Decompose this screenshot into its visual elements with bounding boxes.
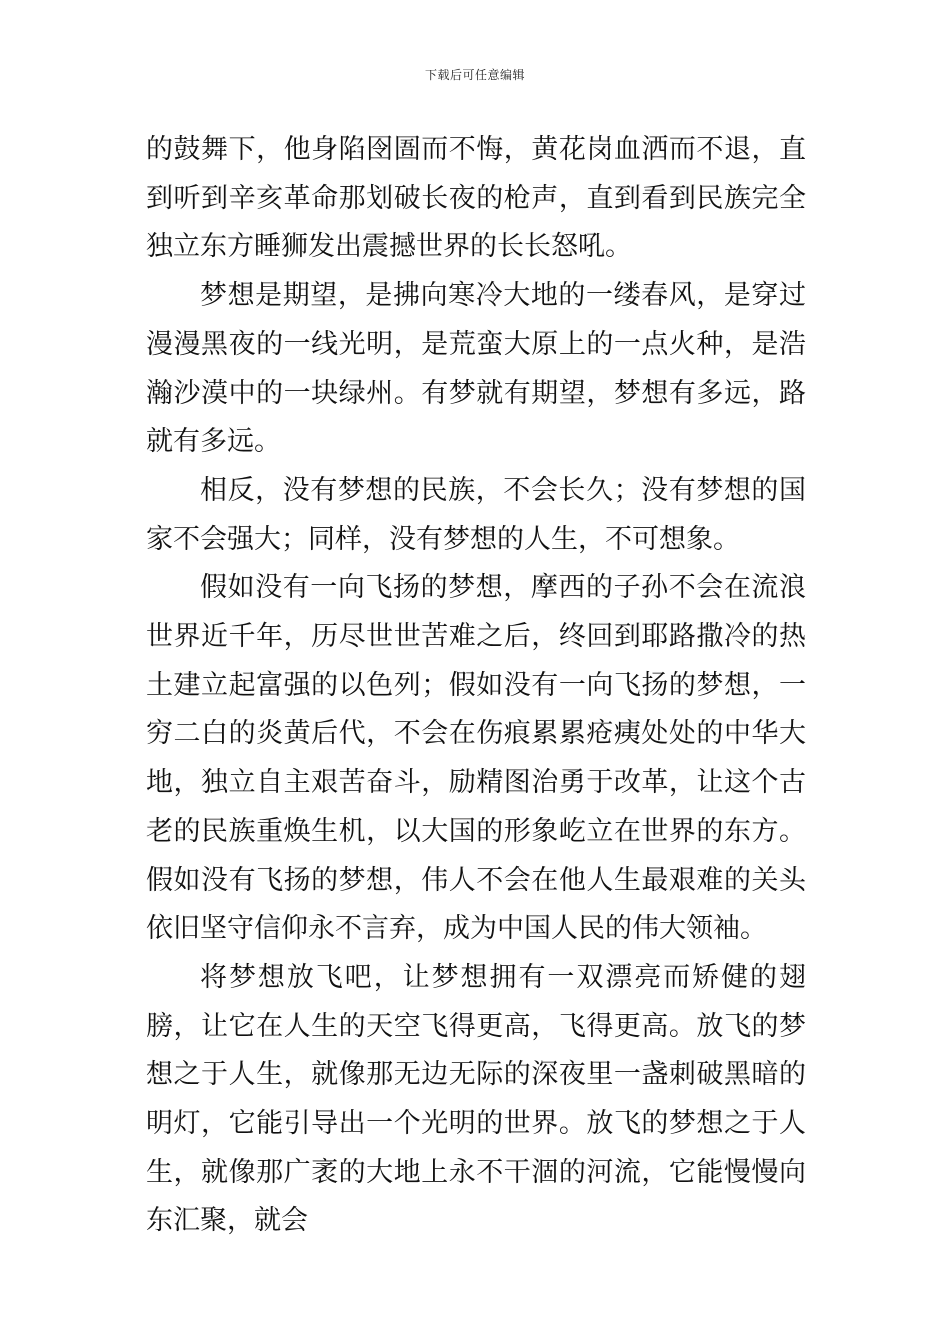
paragraph-3: 相反，没有梦想的民族，不会长久；没有梦想的国家不会强大；同样，没有梦想的人生，不可想象。: [146, 474, 806, 555]
page-header: 下载后可任意编辑: [424, 68, 525, 82]
paragraph-2: 梦想是期望，是拂向寒冷大地的一缕春风，是穿过漫漫黑夜的一线光明，是荒蛮大原上的一点火种，是浩瀚沙漠中的一块绿州。有梦就有期望，梦想有多远，路就有多远。: [146, 280, 806, 458]
paragraph-5: 将梦想放飞吧，让梦想拥有一双漂亮而矫健的翅膀，让它在人生的天空飞得更高，飞得更高。放飞的梦想之于人生，就像那无边无际的深夜里一盏刺破黑暗的明灯，它能引导出一个光明的世界。放飞的梦想之于人生，就像那广袤的大地上永不干涸的河流，它能慢慢向东汇聚，就会: [146, 961, 806, 1237]
paragraph-1: 的鼓舞下，他身陷囹圄而不悔，黄花岗血洒而不退，直到听到辛亥革命那划破长夜的枪声，直到看到民族完全独立东方睡狮发出震撼世界的长长怒吼。: [146, 134, 806, 263]
paragraph-4: 假如没有一向飞扬的梦想，摩西的子孙不会在流浪世界近千年，历尽世世苦难之后，终回到耶路撒冷的热土建立起富强的以色列；假如没有一向飞扬的梦想，一穷二白的炎黄后代，不会在伤痕累累疮痍处处的中华大地，独立自主艰苦奋斗，励精图治勇于改革，让这个古老的民族重焕生机，以大国的形象屹立在世界的东方。假如没有飞扬的梦想，伟人不会在他人生最艰难的关头依旧坚守信仰永不言弃，成为中国人民的伟大领袖。: [146, 572, 806, 945]
document-body: [146, 126, 806, 1246]
